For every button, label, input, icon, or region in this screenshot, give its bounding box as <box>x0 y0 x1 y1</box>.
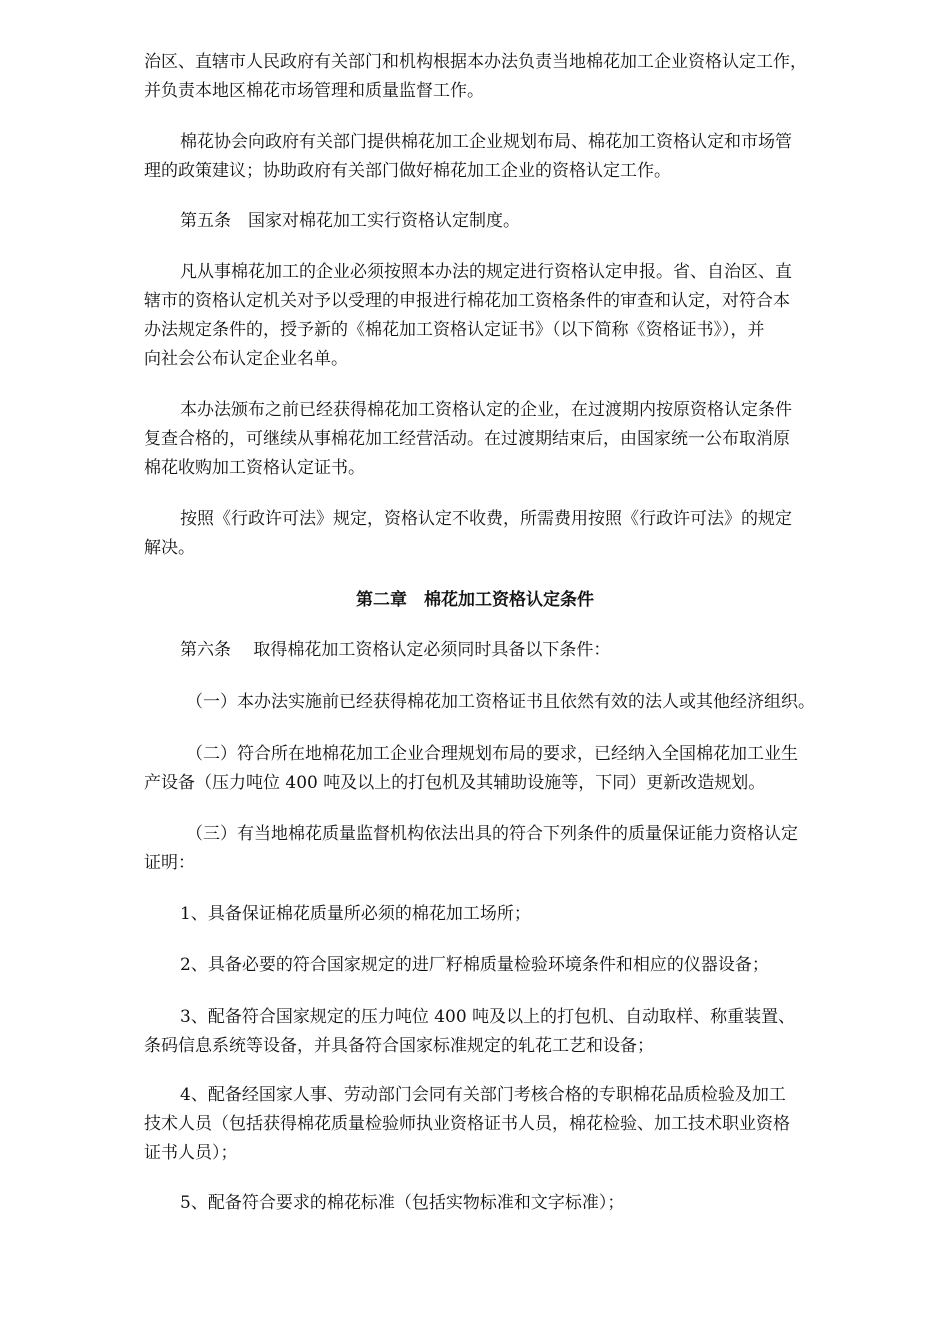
text-line: （二）符合所在地棉花加工企业合理规划布局的要求，已经纳入全国棉花加工业生 <box>186 744 798 764</box>
text-line: 解决。 <box>144 538 195 558</box>
text-line: 第六条 取得棉花加工资格认定必须同时具备以下条件： <box>180 640 611 660</box>
text-line: 棉花收购加工资格认定证书。 <box>144 458 365 478</box>
text-line: 辖市的资格认定机关对予以受理的申报进行棉花加工资格条件的审查和认定，对符合本 <box>144 291 790 311</box>
condition-2 <box>144 740 874 798</box>
text-line: 第五条 国家对棉花加工实行资格认定制度。 <box>180 211 520 231</box>
paragraph-provincial-duties <box>144 48 874 106</box>
text-line: 复查合格的，可继续从事棉花加工经营活动。在过渡期结束后，由国家统一公布取消原 <box>144 429 790 449</box>
requirement-1 <box>144 900 874 929</box>
requirement-3 <box>144 1003 874 1061</box>
paragraph-application <box>144 258 874 374</box>
article-6 <box>144 636 874 665</box>
chapter-heading: 第二章 棉花加工资格认定条件 <box>356 590 594 610</box>
article-5 <box>144 207 874 236</box>
text-line: 4、配备经国家人事、劳动部门会同有关部门考核合格的专职棉花品质检验及加工 <box>180 1085 786 1105</box>
text-line: 证书人员）； <box>144 1143 238 1163</box>
paragraph-fees <box>144 505 874 563</box>
text-line: 证明： <box>144 853 195 873</box>
condition-3 <box>144 820 874 878</box>
text-line: （三）有当地棉花质量监督机构依法出具的符合下列条件的质量保证能力资格认定 <box>186 824 798 844</box>
text-line: 2、具备必要的符合国家规定的进厂籽棉质量检验环境条件和相应的仪器设备； <box>180 955 769 975</box>
text-line: 本办法颁布之前已经获得棉花加工资格认定的企业，在过渡期内按原资格认定条件 <box>180 400 792 420</box>
text-line: 按照《行政许可法》规定，资格认定不收费，所需费用按照《行政许可法》的规定 <box>180 509 792 529</box>
text-line: 3、配备符合国家规定的压力吨位 400 吨及以上的打包机、自动取样、称重装置、 <box>180 1007 796 1027</box>
text-line: 办法规定条件的，授予新的《棉花加工资格认定证书》（以下简称《资格证书》），并 <box>144 320 765 340</box>
requirement-5 <box>144 1189 874 1218</box>
text-line: 5、配备符合要求的棉花标准（包括实物标准和文字标准）； <box>180 1193 625 1213</box>
text-line: 向社会公布认定企业名单。 <box>144 349 348 369</box>
text-line: 产设备（压力吨位 400 吨及以上的打包机及其辅助设施等，下同）更新改造规划。 <box>144 773 766 793</box>
text-line: 条码信息系统等设备，并具备符合国家标准规定的轧花工艺和设备； <box>144 1036 654 1056</box>
text-line: 治区、直辖市人民政府有关部门和机构根据本办法负责当地棉花加工企业资格认定工作， <box>144 52 807 72</box>
text-line: 并负责本地区棉花市场管理和质量监督工作。 <box>144 81 484 101</box>
text-line: （一）本办法实施前已经获得棉花加工资格证书且依然有效的法人或其他经济组织。 <box>186 692 815 712</box>
paragraph-cotton-association <box>144 128 874 186</box>
text-line: 凡从事棉花加工的企业必须按照本办法的规定进行资格认定申报。省、自治区、直 <box>180 262 792 282</box>
requirement-4 <box>144 1081 874 1168</box>
condition-1 <box>144 688 874 717</box>
paragraph-transition <box>144 396 874 483</box>
text-line: 技术人员（包括获得棉花质量检验师执业资格证书人员，棉花检验、加工技术职业资格 <box>144 1114 790 1134</box>
text-line: 棉花协会向政府有关部门提供棉花加工企业规划布局、棉花加工资格认定和市场管 <box>180 132 792 152</box>
text-line: 1、具备保证棉花质量所必须的棉花加工场所； <box>180 904 531 924</box>
requirement-2 <box>144 951 874 980</box>
text-line: 理的政策建议；协助政府有关部门做好棉花加工企业的资格认定工作。 <box>144 161 671 181</box>
